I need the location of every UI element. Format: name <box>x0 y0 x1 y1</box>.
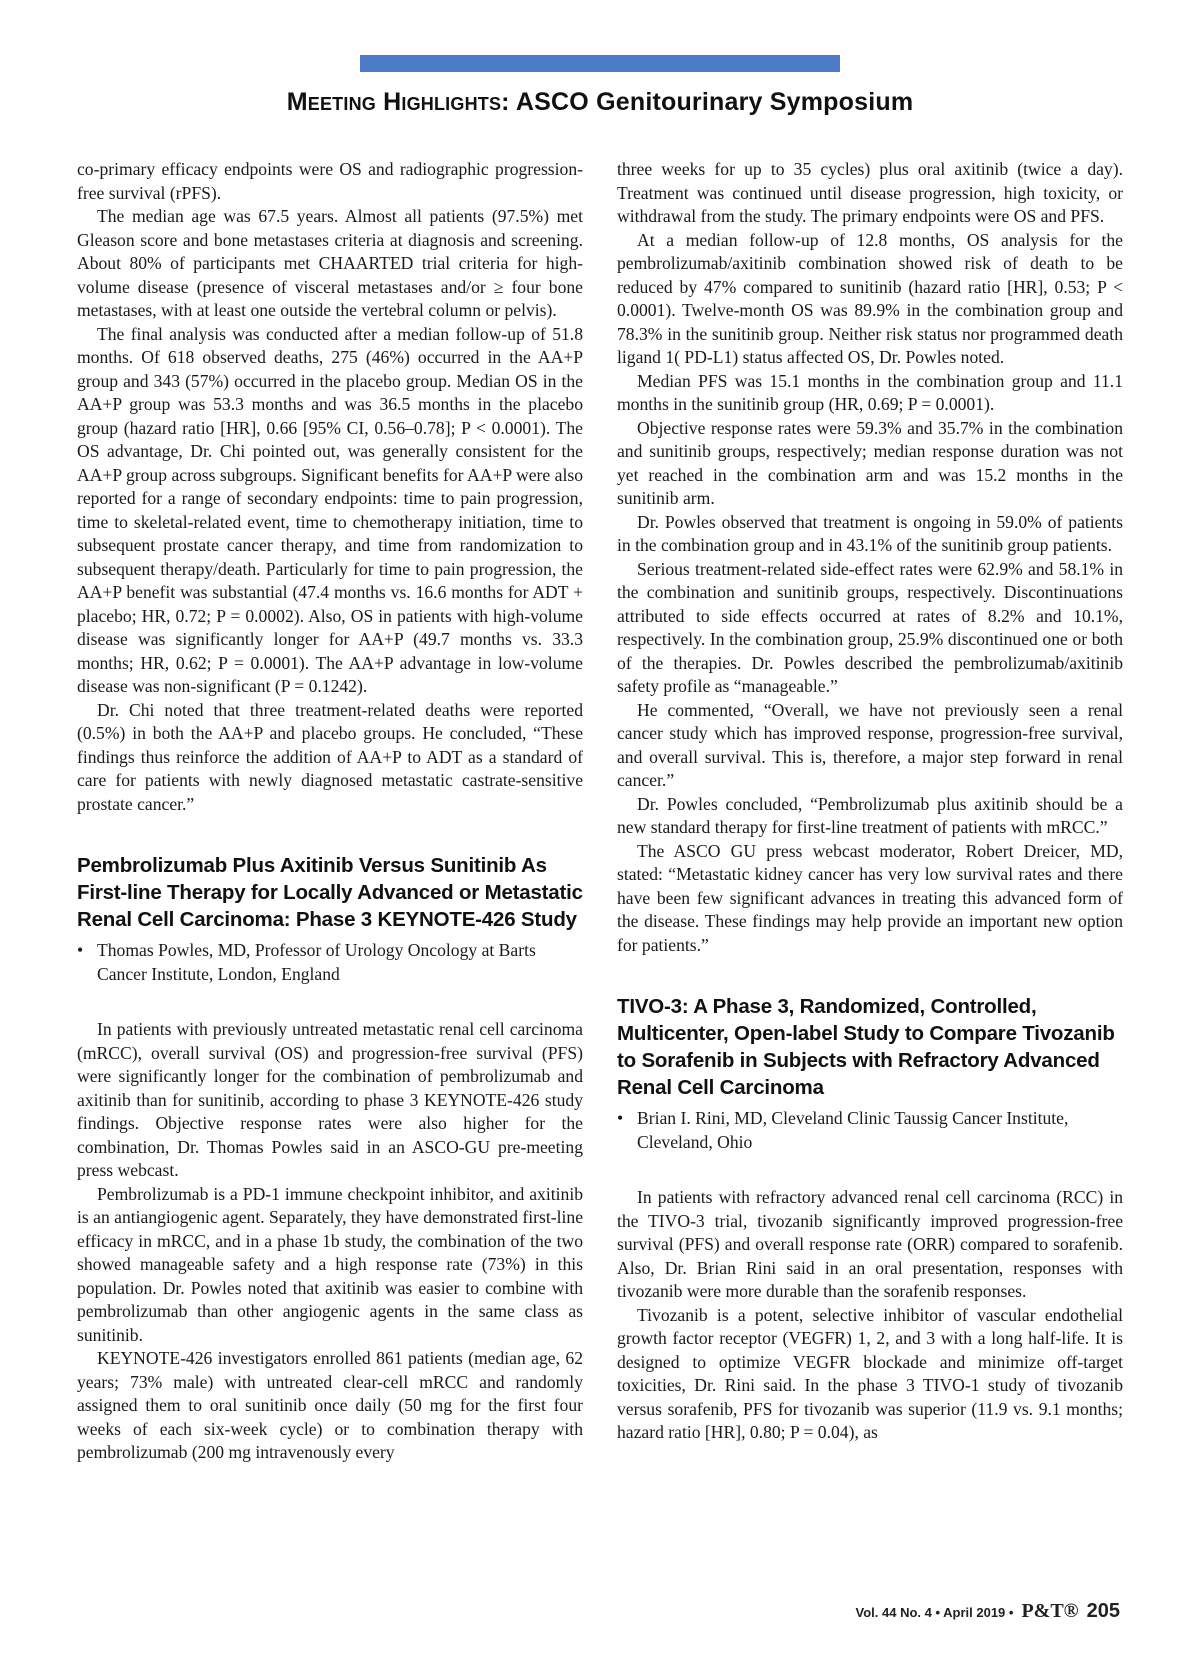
paragraph: The median age was 67.5 years. Almost all patients (97.5%) met Gleason score and bone metastases criteria at diagnosis and screening. About 80% of participants met CHAARTED trial criteria for high-volume disease (presence of visceral metastases and/or ≥ four bone metastases, with at least one outside the vertebral column or pelvis). <box>77 206 583 320</box>
paragraph: Dr. Chi noted that three treatment-related deaths were reported (0.5%) in both the AA+P and placebo groups. He concluded, “These findings thus reinforce the addition of AA+P to ADT as a standard of care for patients with newly diagnosed metastatic castrate-sensitive prostate cancer.” <box>77 699 583 814</box>
paragraph: co-primary efficacy endpoints were OS and radiographic progression-free survival (rPFS). <box>77 159 583 203</box>
paragraph: At a median follow-up of 12.8 months, OS analysis for the pembrolizumab/axitinib combination showed risk of death to be reduced by 47% compared to sunitinib (hazard ratio [HR], 0.53; P < 0.0001). Twelve-month OS was 89.9% in the combination group and 78.3% in the sunitinib group. Neither risk status nor programmed death ligand 1( PD-L1) status affected OS, Dr. Powles noted. <box>617 229 1123 367</box>
paragraph: In patients with previously untreated metastatic renal cell carcinoma (mRCC), overall survival (OS) and progression-free survival (PFS) were significantly longer for the combination of pembrolizumab and axitinib than for sunitinib, according to phase 3 KEYNOTE-426 study findings. Objective response rates were also higher for the combination, Dr. Thomas Powles said in an ASCO-GU pre-meeting press webcast. <box>77 1019 583 1180</box>
bullet-icon: • <box>617 1108 624 1128</box>
issue-info: Vol. 44 No. 4 • April 2019 • <box>855 1605 1014 1620</box>
section-heading-tivo3: TIVO-3: A Phase 3, Randomized, Controlled, Multicenter, Open-label Study to Compare Tivozanib to Sorafenib in Subjects with Refractory Advanced Renal Cell Carcinoma <box>617 995 1115 1099</box>
paragraph: The final analysis was conducted after a median follow-up of 51.8 months. Of 618 observed deaths, 275 (46%) occurred in the AA+P group and 343 (57%) occurred in the placebo group. Median OS in the AA+P group was 53.3 months and was 36.5 months in the placebo group (hazard ratio [HR], 0.66 [95% CI, 0.56–0.78]; P < 0.0001). The OS advantage, Dr. Chi pointed out, was generally consistent for the AA+P group across subgroups. Significant benefits for AA+P were also reported for a range of secondary endpoints: time to pain progression, time to skeletal-related event, time to chemotherapy initiation, time to subsequent prostate cancer therapy, and time from randomization to subsequent therapy/death. Particularly for time to pain progression, the AA+P benefit was substantial (47.4 months vs. 16.6 months for ADT + placebo; HR, 0.72; P = 0.0002). Also, OS in patients with high-volume disease was significantly longer for AA+P (49.7 months vs. 33.3 months; HR, 0.62; P = 0.0001). The AA+P advantage in low-volume disease was non-significant (P = 0.1242). <box>77 323 583 696</box>
paragraph: The ASCO GU press webcast moderator, Robert Dreicer, MD, stated: “Metastatic kidney cancer has very low survival rates and there have been few significant advances in treating this advanced form of the disease. These findings may help provide an important new option for patients.” <box>617 840 1123 955</box>
paragraph: three weeks for up to 35 cycles) plus oral axitinib (twice a day). Treatment was continued until disease progression, high toxicity, or withdrawal from the study. The primary endpoints were OS and PFS. <box>617 159 1123 226</box>
presenter-bullet <box>77 939 583 986</box>
journal-brand: P&T® <box>1021 1600 1079 1622</box>
presenter-bullet <box>617 1107 1123 1154</box>
paragraph: In patients with refractory advanced renal cell carcinoma (RCC) in the TIVO-3 trial, tivozanib significantly improved progression-free survival (PFS) and overall response rate (ORR) compared to sorafenib. Also, Dr. Brian Rini said in an oral presentation, responses with tivozanib were more durable than the sorafenib responses. <box>617 1187 1123 1301</box>
page-number: 205 <box>1086 1600 1120 1622</box>
paragraph: Median PFS was 15.1 months in the combination group and 11.1 months in the sunitinib group (HR, 0.69; P = 0.0001). <box>617 370 1123 414</box>
running-head-rest: ASCO Genitourinary Symposium <box>515 88 914 116</box>
paragraph: Serious treatment-related side-effect rates were 62.9% and 58.1% in the combination and sunitinib groups, respectively. Discontinuations attributed to side effects occurred at rates of 8.2% and 10.1%, respectively. In the combination group, 25.9% discontinued one or both of the therapies. Dr. Powles described the pembrolizumab/axitinib safety profile as “manageable.” <box>617 558 1123 696</box>
section-heading-keynote: Pembrolizumab Plus Axitinib Versus Sunitinib As First-line Therapy for Locally Advanced or Metastatic Renal Cell Carcinoma: Phase 3 KEYNOTE-426 Study <box>77 854 583 931</box>
right-column <box>617 158 1123 1445</box>
presenter-text: Thomas Powles, MD, Professor of Urology Oncology at Barts Cancer Institute, London, England <box>97 940 536 984</box>
paragraph: Pembrolizumab is a PD-1 immune checkpoint inhibitor, and axitinib is an antiangiogenic agent. Separately, they have demonstrated first-line efficacy in mRCC, and in a phase 1b study, the combination of the two showed manageable safety and a high response rate (73%) in this population. Dr. Powles noted that axitinib was easier to combine with pembrolizumab than other angiogenic agents in the same class as sunitinib. <box>77 1183 583 1345</box>
paragraph: He commented, “Overall, we have not previously seen a renal cancer study which has improved response, progression-free survival, and overall survival. This is, therefore, a major step forward in renal cancer.” <box>617 699 1123 790</box>
running-head-lead: Meeting Highlights: <box>286 88 510 116</box>
page-footer <box>856 1600 1120 1623</box>
paragraph: Dr. Powles observed that treatment is ongoing in 59.0% of patients in the combination group and in 43.1% of the sunitinib group patients. <box>617 511 1123 555</box>
paragraph: KEYNOTE-426 investigators enrolled 861 patients (median age, 62 years; 73% male) with untreated clear-cell mRCC and randomly assigned them to oral sunitinib once daily (50 mg for the first four weeks of each six-week cycle) or to combination therapy with pembrolizumab (200 mg intravenously every <box>77 1348 583 1462</box>
header-accent-bar <box>360 55 840 72</box>
bullet-icon: • <box>77 940 84 960</box>
running-head <box>0 88 1200 117</box>
paragraph: Tivozanib is a potent, selective inhibitor of vascular endothelial growth factor receptor (VEGFR) 1, 2, and 3 with a long half-life. It is designed to optimize VEGFR blockade and minimize off-target toxicities, Dr. Rini said. In the phase 3 TIVO-1 study of tivozanib versus sorafenib, PFS for tivozanib was superior (11.9 vs. 9.1 months; hazard ratio [HR], 0.80; P = 0.04), as <box>617 1304 1123 1442</box>
paragraph: Dr. Powles concluded, “Pembrolizumab plus axitinib should be a new standard therapy for first-line treatment of patients with mRCC.” <box>617 793 1123 837</box>
paragraph: Objective response rates were 59.3% and 35.7% in the combination and sunitinib groups, respectively; median response duration was not yet reached in the combination arm and was 15.2 months in the sunitinib arm. <box>617 417 1123 508</box>
presenter-text: Brian I. Rini, MD, Cleveland Clinic Taussig Cancer Institute, Cleveland, Ohio <box>637 1108 1069 1152</box>
left-column <box>77 158 583 1465</box>
